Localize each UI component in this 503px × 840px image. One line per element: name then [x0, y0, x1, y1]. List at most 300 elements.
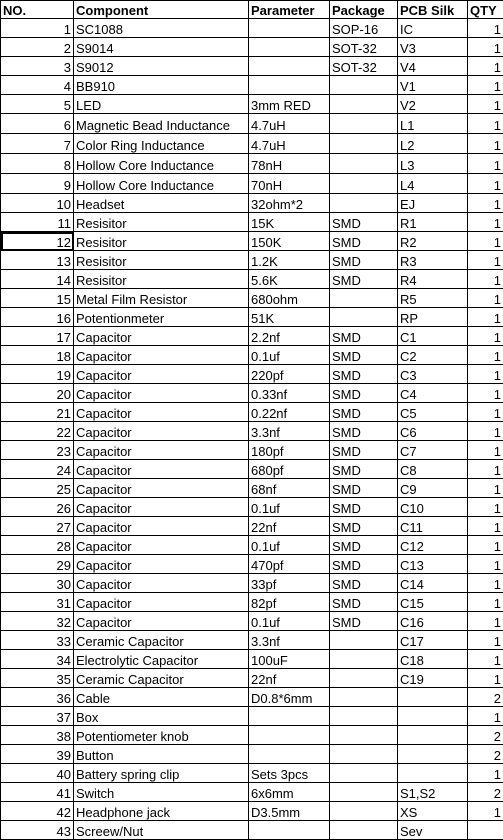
cell-parameter[interactable]	[249, 821, 330, 840]
cell-parameter[interactable]: 70nH	[249, 174, 330, 194]
cell-silk[interactable]: C11	[398, 517, 468, 536]
cell-silk[interactable]: C12	[398, 536, 468, 555]
header-no[interactable]: NO.	[1, 1, 74, 19]
cell-no[interactable]: 3	[1, 57, 74, 76]
table-row	[1, 726, 503, 745]
table-row	[1, 384, 503, 403]
cell-component[interactable]: Screew/Nut	[74, 821, 249, 840]
table-row	[1, 460, 503, 479]
cell-component[interactable]: Ceramic Capacitor	[74, 669, 249, 688]
cell-qty[interactable]: 1	[468, 174, 503, 194]
cell-qty[interactable]: 1	[468, 498, 503, 517]
cell-parameter[interactable]: 680ohm	[249, 289, 330, 308]
cell-parameter[interactable]: 4.7uH	[249, 114, 330, 134]
cell-silk[interactable]: V1	[398, 76, 468, 95]
cell-package[interactable]	[330, 764, 398, 783]
cell-component[interactable]: Magnetic Bead Inductance	[74, 114, 249, 134]
cell-package[interactable]	[330, 114, 398, 134]
cell-qty[interactable]: 1	[468, 76, 503, 95]
cell-component[interactable]: Capacitor	[74, 517, 249, 536]
table-row	[1, 95, 503, 114]
table-row	[1, 76, 503, 95]
cell-component[interactable]: Switch	[74, 783, 249, 802]
cell-parameter[interactable]: 0.1uf	[249, 612, 330, 631]
cell-parameter[interactable]: D3.5mm	[249, 802, 330, 821]
cell-package[interactable]	[330, 802, 398, 821]
cell-parameter[interactable]: 680pf	[249, 460, 330, 479]
cell-parameter[interactable]: 220pf	[249, 365, 330, 384]
cell-component[interactable]: Capacitor	[74, 327, 249, 346]
cell-silk[interactable]: V4	[398, 57, 468, 76]
cell-qty[interactable]: 1	[468, 232, 503, 251]
cell-no[interactable]: 28	[1, 536, 74, 555]
cell-qty[interactable]: 1	[468, 669, 503, 688]
cell-no[interactable]: 43	[1, 821, 74, 840]
cell-no[interactable]: 22	[1, 422, 74, 441]
cell-parameter[interactable]	[249, 76, 330, 95]
cell-no[interactable]: 35	[1, 669, 74, 688]
cell-parameter[interactable]: 78nH	[249, 154, 330, 174]
cell-qty[interactable]: 1	[468, 479, 503, 498]
table-row	[1, 555, 503, 574]
cell-qty[interactable]: 1	[468, 802, 503, 821]
cell-silk[interactable]: C17	[398, 631, 468, 650]
cell-package[interactable]: SMD	[330, 479, 398, 498]
cell-qty[interactable]: 1	[468, 555, 503, 574]
cell-parameter[interactable]	[249, 726, 330, 745]
cell-qty[interactable]: 1	[468, 154, 503, 174]
cell-component[interactable]: Capacitor	[74, 555, 249, 574]
table-row	[1, 498, 503, 517]
cell-no[interactable]: 27	[1, 517, 74, 536]
cell-package[interactable]: SMD	[330, 422, 398, 441]
cell-no[interactable]: 8	[1, 154, 74, 174]
cell-silk[interactable]: L3	[398, 154, 468, 174]
cell-package[interactable]	[330, 174, 398, 194]
cell-qty[interactable]: 1	[468, 612, 503, 631]
cell-silk[interactable]: C18	[398, 650, 468, 669]
table-row	[1, 308, 503, 327]
cell-package[interactable]: SMD	[330, 574, 398, 593]
cell-silk[interactable]: C4	[398, 384, 468, 403]
cell-silk[interactable]: R5	[398, 289, 468, 308]
cell-no[interactable]: 7	[1, 134, 74, 154]
cell-package[interactable]: SMD	[330, 270, 398, 289]
cell-package[interactable]	[330, 194, 398, 213]
cell-qty[interactable]: 1	[468, 270, 503, 289]
cell-component[interactable]: Box	[74, 707, 249, 726]
cell-silk[interactable]: C15	[398, 593, 468, 612]
cell-package[interactable]	[330, 707, 398, 726]
cell-silk[interactable]	[398, 726, 468, 745]
cell-package[interactable]: SOP-16	[330, 19, 398, 38]
cell-silk[interactable]: C13	[398, 555, 468, 574]
cell-component[interactable]: Headphone jack	[74, 802, 249, 821]
cell-silk[interactable]: S1,S2	[398, 783, 468, 802]
cell-qty[interactable]: 2	[468, 688, 503, 707]
table-row	[1, 114, 503, 134]
table-row	[1, 365, 503, 384]
cell-no[interactable]: 17	[1, 327, 74, 346]
cell-no[interactable]: 33	[1, 631, 74, 650]
table-row	[1, 346, 503, 365]
table-row	[1, 688, 503, 707]
cell-component[interactable]: Capacitor	[74, 403, 249, 422]
cell-no[interactable]: 23	[1, 441, 74, 460]
cell-silk[interactable]: C3	[398, 365, 468, 384]
cell-no[interactable]: 37	[1, 707, 74, 726]
cell-silk[interactable]: L2	[398, 134, 468, 154]
cell-component[interactable]: Capacitor	[74, 384, 249, 403]
cell-package[interactable]: SMD	[330, 517, 398, 536]
cell-parameter[interactable]: 3mm RED	[249, 95, 330, 114]
cell-no[interactable]: 11	[1, 213, 74, 232]
cell-parameter[interactable]: 22nf	[249, 669, 330, 688]
header-row	[1, 1, 503, 19]
cell-silk[interactable]: L4	[398, 174, 468, 194]
cell-package[interactable]: SMD	[330, 251, 398, 270]
cell-qty[interactable]: 1	[468, 536, 503, 555]
cell-parameter[interactable]: 470pf	[249, 555, 330, 574]
cell-component[interactable]: Metal Film Resistor	[74, 289, 249, 308]
cell-component[interactable]: Capacitor	[74, 593, 249, 612]
cell-package[interactable]	[330, 289, 398, 308]
cell-no[interactable]: 6	[1, 114, 74, 134]
cell-parameter[interactable]: Sets 3pcs	[249, 764, 330, 783]
cell-component[interactable]: BB910	[74, 76, 249, 95]
cell-package[interactable]: SOT-32	[330, 57, 398, 76]
cell-component[interactable]: S9012	[74, 57, 249, 76]
cell-no[interactable]: 38	[1, 726, 74, 745]
cell-parameter[interactable]: 82pf	[249, 593, 330, 612]
cell-qty[interactable]: 1	[468, 308, 503, 327]
table-row	[1, 669, 503, 688]
cell-qty[interactable]: 2	[468, 783, 503, 802]
cell-package[interactable]: SMD	[330, 346, 398, 365]
cell-parameter[interactable]: 2.2nf	[249, 327, 330, 346]
cell-package[interactable]: SMD	[330, 403, 398, 422]
cell-parameter[interactable]: 5.6K	[249, 270, 330, 289]
cell-silk[interactable]: RP	[398, 308, 468, 327]
table-row	[1, 289, 503, 308]
cell-no[interactable]: 2	[1, 38, 74, 57]
cell-component[interactable]: Ceramic Capacitor	[74, 631, 249, 650]
cell-package[interactable]	[330, 726, 398, 745]
cell-silk[interactable]: XS	[398, 802, 468, 821]
cell-no[interactable]: 26	[1, 498, 74, 517]
header-silk[interactable]: PCB Silk	[398, 1, 468, 19]
cell-package[interactable]	[330, 134, 398, 154]
cell-package[interactable]: SMD	[330, 441, 398, 460]
table-row	[1, 270, 503, 289]
cell-component[interactable]: Resisitor	[74, 232, 249, 251]
cell-parameter[interactable]: 0.22nf	[249, 403, 330, 422]
cell-parameter[interactable]: 0.33nf	[249, 384, 330, 403]
cell-component[interactable]: Color Ring Inductance	[74, 134, 249, 154]
cell-component[interactable]: Capacitor	[74, 422, 249, 441]
table-row	[1, 213, 503, 232]
cell-component[interactable]: Battery spring clip	[74, 764, 249, 783]
cell-package[interactable]	[330, 650, 398, 669]
cell-component[interactable]: Electrolytic Capacitor	[74, 650, 249, 669]
cell-no[interactable]: 10	[1, 194, 74, 213]
cell-no[interactable]: 14	[1, 270, 74, 289]
cell-qty[interactable]: 1	[468, 114, 503, 134]
cell-silk[interactable]: R1	[398, 213, 468, 232]
cell-parameter[interactable]: 15K	[249, 213, 330, 232]
cell-silk[interactable]: C9	[398, 479, 468, 498]
cell-no[interactable]: 1	[1, 19, 74, 38]
cell-no[interactable]: 39	[1, 745, 74, 764]
cell-silk[interactable]: C19	[398, 669, 468, 688]
cell-qty[interactable]: 1	[468, 574, 503, 593]
cell-package[interactable]: SOT-32	[330, 38, 398, 57]
cell-component[interactable]: Capacitor	[74, 460, 249, 479]
cell-silk[interactable]: C5	[398, 403, 468, 422]
cell-package[interactable]	[330, 821, 398, 840]
cell-qty[interactable]: 1	[468, 194, 503, 213]
cell-package[interactable]: SMD	[330, 384, 398, 403]
cell-qty[interactable]	[468, 821, 503, 840]
cell-component[interactable]: Capacitor	[74, 346, 249, 365]
cell-component[interactable]: Capacitor	[74, 479, 249, 498]
cell-parameter[interactable]: 33pf	[249, 574, 330, 593]
cell-silk[interactable]: C7	[398, 441, 468, 460]
cell-component[interactable]: Resisitor	[74, 270, 249, 289]
cell-package[interactable]	[330, 783, 398, 802]
table-row	[1, 38, 503, 57]
table-row	[1, 821, 503, 840]
cell-qty[interactable]: 1	[468, 38, 503, 57]
cell-qty[interactable]: 1	[468, 213, 503, 232]
cell-silk[interactable]: EJ	[398, 194, 468, 213]
cell-no[interactable]: 20	[1, 384, 74, 403]
cell-parameter[interactable]: 68nf	[249, 479, 330, 498]
cell-qty[interactable]: 1	[468, 19, 503, 38]
cell-silk[interactable]	[398, 707, 468, 726]
cell-parameter[interactable]	[249, 19, 330, 38]
cell-package[interactable]: SMD	[330, 593, 398, 612]
cell-qty[interactable]: 1	[468, 251, 503, 270]
cell-parameter[interactable]: 1.2K	[249, 251, 330, 270]
cell-no[interactable]: 12	[1, 232, 74, 251]
cell-component[interactable]: Potentiometer knob	[74, 726, 249, 745]
table-row	[1, 251, 503, 270]
cell-qty[interactable]: 1	[468, 365, 503, 384]
cell-package[interactable]: SMD	[330, 232, 398, 251]
cell-no[interactable]: 24	[1, 460, 74, 479]
cell-qty[interactable]: 1	[468, 441, 503, 460]
cell-no[interactable]: 4	[1, 76, 74, 95]
cell-silk[interactable]: C6	[398, 422, 468, 441]
cell-package[interactable]	[330, 76, 398, 95]
cell-package[interactable]: SMD	[330, 498, 398, 517]
cell-qty[interactable]: 2	[468, 726, 503, 745]
table-row	[1, 783, 503, 802]
header-component[interactable]: Component	[74, 1, 249, 19]
cell-component[interactable]: Hollow Core Inductance	[74, 174, 249, 194]
table-row	[1, 650, 503, 669]
header-parameter[interactable]: Parameter	[249, 1, 330, 19]
cell-silk[interactable]: V3	[398, 38, 468, 57]
cell-no[interactable]: 21	[1, 403, 74, 422]
cell-no[interactable]: 36	[1, 688, 74, 707]
cell-package[interactable]: SMD	[330, 555, 398, 574]
cell-parameter[interactable]: 3.3nf	[249, 422, 330, 441]
cell-parameter[interactable]: 6x6mm	[249, 783, 330, 802]
cell-parameter[interactable]	[249, 57, 330, 76]
cell-component[interactable]: Cable	[74, 688, 249, 707]
cell-component[interactable]: Capacitor	[74, 365, 249, 384]
cell-component[interactable]: Capacitor	[74, 441, 249, 460]
cell-component[interactable]: Headset	[74, 194, 249, 213]
cell-qty[interactable]: 1	[468, 764, 503, 783]
cell-no[interactable]: 32	[1, 612, 74, 631]
cell-package[interactable]	[330, 688, 398, 707]
cell-qty[interactable]: 1	[468, 403, 503, 422]
cell-no[interactable]: 40	[1, 764, 74, 783]
table-row	[1, 134, 503, 154]
cell-package[interactable]: SMD	[330, 612, 398, 631]
cell-no[interactable]: 25	[1, 479, 74, 498]
cell-component[interactable]: Resisitor	[74, 213, 249, 232]
cell-qty[interactable]: 1	[468, 384, 503, 403]
cell-parameter[interactable]: 0.1uf	[249, 536, 330, 555]
cell-package[interactable]: SMD	[330, 365, 398, 384]
cell-qty[interactable]: 1	[468, 422, 503, 441]
cell-qty[interactable]: 1	[468, 650, 503, 669]
cell-no[interactable]: 19	[1, 365, 74, 384]
cell-parameter[interactable]: 4.7uH	[249, 134, 330, 154]
header-package[interactable]: Package	[330, 1, 398, 19]
cell-no[interactable]: 5	[1, 95, 74, 114]
cell-silk[interactable]	[398, 764, 468, 783]
cell-package[interactable]	[330, 745, 398, 764]
cell-parameter[interactable]: 3.3nf	[249, 631, 330, 650]
cell-no[interactable]: 29	[1, 555, 74, 574]
table-row	[1, 154, 503, 174]
cell-package[interactable]	[330, 631, 398, 650]
cell-no[interactable]: 31	[1, 593, 74, 612]
cell-package[interactable]	[330, 154, 398, 174]
cell-no[interactable]: 13	[1, 251, 74, 270]
table-row	[1, 707, 503, 726]
cell-component[interactable]: Hollow Core Inductance	[74, 154, 249, 174]
table-row	[1, 517, 503, 536]
cell-no[interactable]: 30	[1, 574, 74, 593]
header-qty[interactable]: QTY	[468, 1, 503, 19]
cell-package[interactable]: SMD	[330, 213, 398, 232]
cell-parameter[interactable]: 51K	[249, 308, 330, 327]
cell-silk[interactable]	[398, 745, 468, 764]
cell-parameter[interactable]: 0.1uf	[249, 498, 330, 517]
cell-parameter[interactable]: 32ohm*2	[249, 194, 330, 213]
cell-component[interactable]: Capacitor	[74, 536, 249, 555]
cell-parameter[interactable]: 180pf	[249, 441, 330, 460]
cell-package[interactable]: SMD	[330, 327, 398, 346]
cell-parameter[interactable]: D0.8*6mm	[249, 688, 330, 707]
table-row	[1, 536, 503, 555]
cell-parameter[interactable]	[249, 707, 330, 726]
cell-no[interactable]: 15	[1, 289, 74, 308]
cell-qty[interactable]: 1	[468, 517, 503, 536]
cell-silk[interactable]: C10	[398, 498, 468, 517]
cell-silk[interactable]: C14	[398, 574, 468, 593]
cell-qty[interactable]: 1	[468, 95, 503, 114]
cell-qty[interactable]: 1	[468, 593, 503, 612]
cell-component[interactable]: Capacitor	[74, 612, 249, 631]
cell-qty[interactable]: 1	[468, 289, 503, 308]
table-body	[1, 19, 503, 840]
cell-silk[interactable]: IC	[398, 19, 468, 38]
cell-no[interactable]: 9	[1, 174, 74, 194]
table-row	[1, 174, 503, 194]
cell-qty[interactable]: 1	[468, 134, 503, 154]
cell-silk[interactable]: R2	[398, 232, 468, 251]
cell-package[interactable]	[330, 669, 398, 688]
cell-component[interactable]: SC1088	[74, 19, 249, 38]
table-row	[1, 232, 503, 251]
cell-component[interactable]: Capacitor	[74, 574, 249, 593]
cell-component[interactable]: S9014	[74, 38, 249, 57]
cell-component[interactable]: Capacitor	[74, 498, 249, 517]
cell-silk[interactable]: C8	[398, 460, 468, 479]
cell-qty[interactable]: 1	[468, 346, 503, 365]
cell-parameter[interactable]	[249, 745, 330, 764]
cell-no[interactable]: 42	[1, 802, 74, 821]
table-row	[1, 612, 503, 631]
cell-silk[interactable]: R4	[398, 270, 468, 289]
cell-package[interactable]	[330, 308, 398, 327]
cell-silk[interactable]: C2	[398, 346, 468, 365]
cell-no[interactable]: 18	[1, 346, 74, 365]
table-row	[1, 57, 503, 76]
cell-component[interactable]: Resisitor	[74, 251, 249, 270]
cell-qty[interactable]: 1	[468, 460, 503, 479]
cell-qty[interactable]: 1	[468, 631, 503, 650]
cell-component[interactable]: LED	[74, 95, 249, 114]
cell-no[interactable]: 16	[1, 308, 74, 327]
cell-silk[interactable]: R3	[398, 251, 468, 270]
cell-qty[interactable]: 1	[468, 707, 503, 726]
cell-qty[interactable]: 1	[468, 57, 503, 76]
cell-no[interactable]: 41	[1, 783, 74, 802]
cell-silk[interactable]: C16	[398, 612, 468, 631]
cell-silk[interactable]: L1	[398, 114, 468, 134]
cell-no[interactable]: 34	[1, 650, 74, 669]
cell-silk[interactable]	[398, 688, 468, 707]
cell-parameter[interactable]	[249, 38, 330, 57]
table-row	[1, 593, 503, 612]
table-row	[1, 19, 503, 38]
cell-parameter[interactable]: 0.1uf	[249, 346, 330, 365]
table-row	[1, 441, 503, 460]
table-row	[1, 194, 503, 213]
cell-package[interactable]	[330, 95, 398, 114]
cell-silk[interactable]: V2	[398, 95, 468, 114]
cell-parameter[interactable]: 100uF	[249, 650, 330, 669]
cell-package[interactable]: SMD	[330, 536, 398, 555]
cell-package[interactable]: SMD	[330, 460, 398, 479]
cell-parameter[interactable]: 22nf	[249, 517, 330, 536]
cell-parameter[interactable]: 150K	[249, 232, 330, 251]
cell-qty[interactable]: 1	[468, 327, 503, 346]
cell-silk[interactable]: Sev	[398, 821, 468, 840]
cell-component[interactable]: Potentionmeter	[74, 308, 249, 327]
cell-component[interactable]: Button	[74, 745, 249, 764]
cell-qty[interactable]: 2	[468, 745, 503, 764]
cell-silk[interactable]: C1	[398, 327, 468, 346]
